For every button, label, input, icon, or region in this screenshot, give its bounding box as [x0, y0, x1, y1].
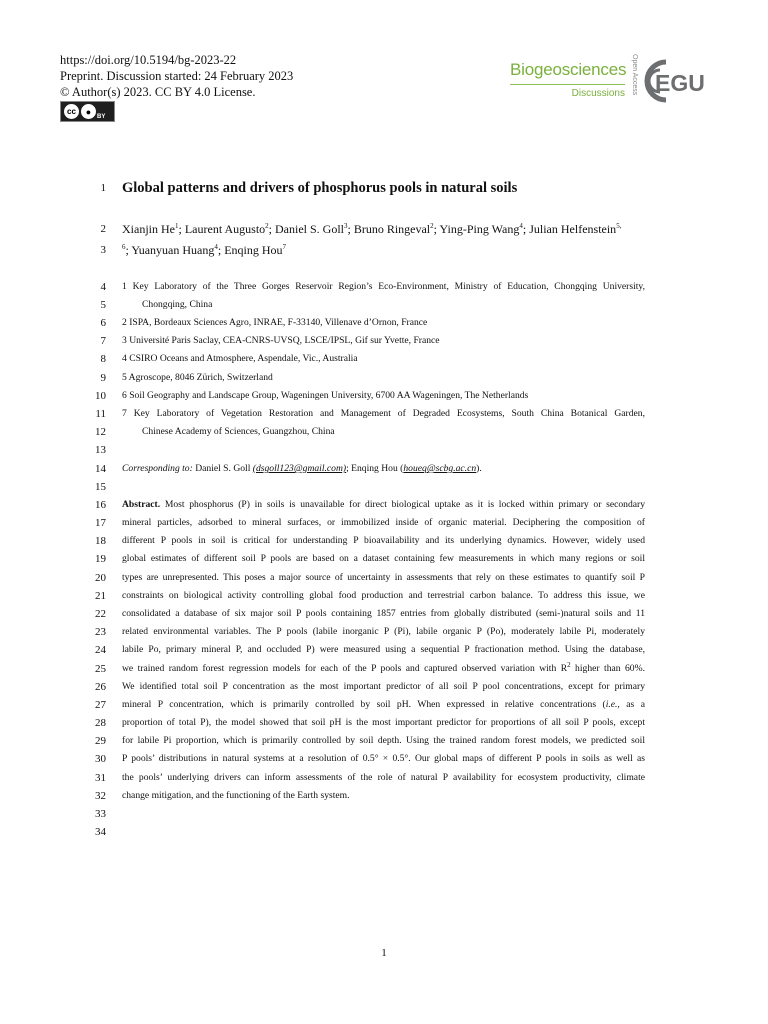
line-number: 12: [95, 426, 106, 438]
abstract-label: Abstract.: [122, 499, 161, 510]
line-number: 14: [95, 463, 106, 475]
line-number: 21: [95, 590, 106, 602]
line-number: 2: [100, 223, 106, 235]
line-number: 16: [95, 499, 106, 511]
preprint-header: [60, 52, 293, 100]
affiliation-5: 5 Agroscope, 8046 Zürich, Switzerland: [122, 372, 273, 383]
abstract-line: we trained random forest regression models for each of the P pools and captured observed variation with $R^2$ higher than 60%.: [122, 660, 645, 674]
line-number: 7: [100, 335, 106, 347]
line-number: 24: [95, 644, 106, 656]
line-number: 9: [100, 372, 106, 384]
abstract-line: types are unrepresented. This poses a major source of uncertainty in assessments that rely on these estimates to quantify soil P: [122, 572, 645, 583]
cc-by-license-badge[interactable]: [60, 101, 115, 122]
affiliation-6: 6 Soil Geography and Landscape Group, Wageningen University, 6700 AA Wageningen, The Netherlands: [122, 390, 529, 401]
abstract-line: P pools’ distributions in natural systems at a resolution of 0.5° × 0.5°. Our global maps of different P pools in soils as well as: [122, 753, 645, 764]
journal-name: Biogeosciences: [510, 60, 627, 79]
abstract-line: constraints on biological activity controlling global food production and terrestrial carbon balance. To address this issue, we: [122, 590, 645, 601]
affiliation-7: 7 Key Laboratory of Vegetation Restoration and Management of Degraded Ecosystems, South China Botanical Garden,: [122, 408, 645, 419]
abstract-line: different P pools in soil is critical for understanding P bioavailability and its underlying dynamics. However, widely used: [122, 535, 645, 546]
line-number: 23: [95, 626, 106, 638]
author-list-continued: $^6$; Yuanyuan Huang$^4$; Enqing Hou$^7$: [122, 243, 287, 257]
line-number: 19: [95, 553, 106, 565]
preprint-status: Preprint. Discussion started: 24 February 2023: [60, 69, 294, 83]
person-icon: ●: [81, 104, 96, 119]
affiliation-1: 1 Key Laboratory of the Three Gorges Reservoir Region’s Eco-Environment, Ministry of Education, Chongqing University,: [122, 281, 645, 292]
line-number: 22: [95, 608, 106, 620]
line-number: 5: [100, 299, 106, 311]
abstract-line: for labile Pi proportion, which is primarily controlled by soil depth. Using the trained random forest models, we predicted soil: [122, 735, 645, 746]
line-number: 27: [95, 699, 106, 711]
doi-link[interactable]: https://doi.org/10.5194/bg-2023-22: [60, 53, 237, 67]
journal-rule: [510, 84, 625, 85]
abstract-line: global estimates of different soil P pools are based on a dataset containing few measurements in which many regions or soil: [122, 553, 645, 564]
line-number: 30: [95, 753, 106, 765]
abstract-line: the pools’ underlying drivers can inform assessments of the role of natural P availability for ecosystem productivity, climate: [122, 772, 645, 783]
abstract-line: Abstract. Most phosphorus (P) in soils is unavailable for direct biological uptake as it is locked within primary or secondary: [122, 499, 645, 510]
affiliation-1-cont: Chongqing, China: [142, 299, 213, 310]
line-number: 1: [100, 182, 106, 194]
egu-logo-text: EGU: [655, 70, 705, 96]
line-number: 11: [95, 408, 106, 420]
abstract-line: labile Po, primary mineral P, and occluded P) were measured using a sequential P fractionation method. Using the database,: [122, 644, 645, 655]
line-number: 31: [95, 772, 106, 784]
line-number: 8: [100, 353, 106, 365]
egu-logo-icon: [640, 54, 712, 108]
email-link-hou[interactable]: houeq@scbg.ac.cn: [403, 463, 477, 474]
abstract-line: mineral P concentration, which is primarily controlled by soil pH. When expressed in relative concentrations (i.e., as a: [122, 699, 645, 710]
abstract-line: consolidated a database of six major soil P pools containing 1857 entries from globally distributed (semi-)natural soils and 11: [122, 608, 645, 619]
line-number: 4: [100, 281, 106, 293]
line-number: 33: [95, 808, 106, 820]
journal-discussions: Discussions: [571, 88, 625, 99]
abstract-line: mineral particles, adsorbed to mineral surfaces, or immobilized inside of organic material. Deciphering the composition of: [122, 517, 645, 528]
email-link-goll[interactable]: (dsgoll123@gmail.com): [252, 463, 347, 474]
line-number: 28: [95, 717, 106, 729]
line-number: 34: [95, 826, 106, 838]
paper-title: Global patterns and drivers of phosphorus pools in natural soils: [122, 180, 518, 196]
line-number: 13: [95, 444, 106, 456]
abstract-line: proportion of total P), the model showed that soil pH is the most important predictor for proportions of all soil P pools, except: [122, 717, 645, 728]
line-number: 20: [95, 572, 106, 584]
line-number: 32: [95, 790, 106, 802]
line-number: 25: [95, 663, 106, 675]
cc-icon: cc: [64, 104, 79, 119]
abstract-line: We identified total soil P concentration as the most important predictor of all soil P pool concentrations, except for primary: [122, 681, 645, 692]
affiliation-3: 3 Université Paris Saclay, CEA-CNRS-UVSQ, LSCE/IPSL, Gif sur Yvette, France: [122, 335, 440, 346]
copyright-notice: © Author(s) 2023. CC BY 4.0 License.: [60, 85, 256, 99]
line-number: 18: [95, 535, 106, 547]
corresponding-authors: Corresponding to: Daniel S. Goll (dsgoll123@gmail.com); Enqing Hou (houeq@scbg.ac.cn).: [122, 463, 482, 474]
line-number: 26: [95, 681, 106, 693]
abstract-line: change mitigation, and the functioning of the Earth system.: [122, 790, 350, 801]
affiliation-7-cont: Chinese Academy of Sciences, Guangzhou, China: [142, 426, 335, 437]
by-label: BY: [97, 114, 106, 120]
line-number: 29: [95, 735, 106, 747]
journal-logo: [510, 60, 626, 99]
author-list: Xianjin He$^1$; Laurent Augusto$^2$; Daniel S. Goll$^3$; Bruno Ringeval$^2$; Ying-Ping Wang$^4$; Julian Helfenstein$^{5,}$: [122, 222, 622, 236]
line-number: 3: [100, 244, 106, 256]
line-number: 15: [95, 481, 106, 493]
line-number: 17: [95, 517, 106, 529]
affiliation-2: 2 ISPA, Bordeaux Sciences Agro, INRAE, F-33140, Villenave d’Ornon, France: [122, 317, 428, 328]
line-number: 10: [95, 390, 106, 402]
open-access-label: Open Access: [631, 54, 638, 96]
line-number: 6: [100, 317, 106, 329]
abstract-line: related environmental variables. The P pools (labile inorganic P (Pi), labile organic P (Po), moderately labile Pi, moderately: [122, 626, 645, 637]
affiliation-4: 4 CSIRO Oceans and Atmosphere, Aspendale, Vic., Australia: [122, 353, 358, 364]
page-number: 1: [381, 947, 387, 959]
